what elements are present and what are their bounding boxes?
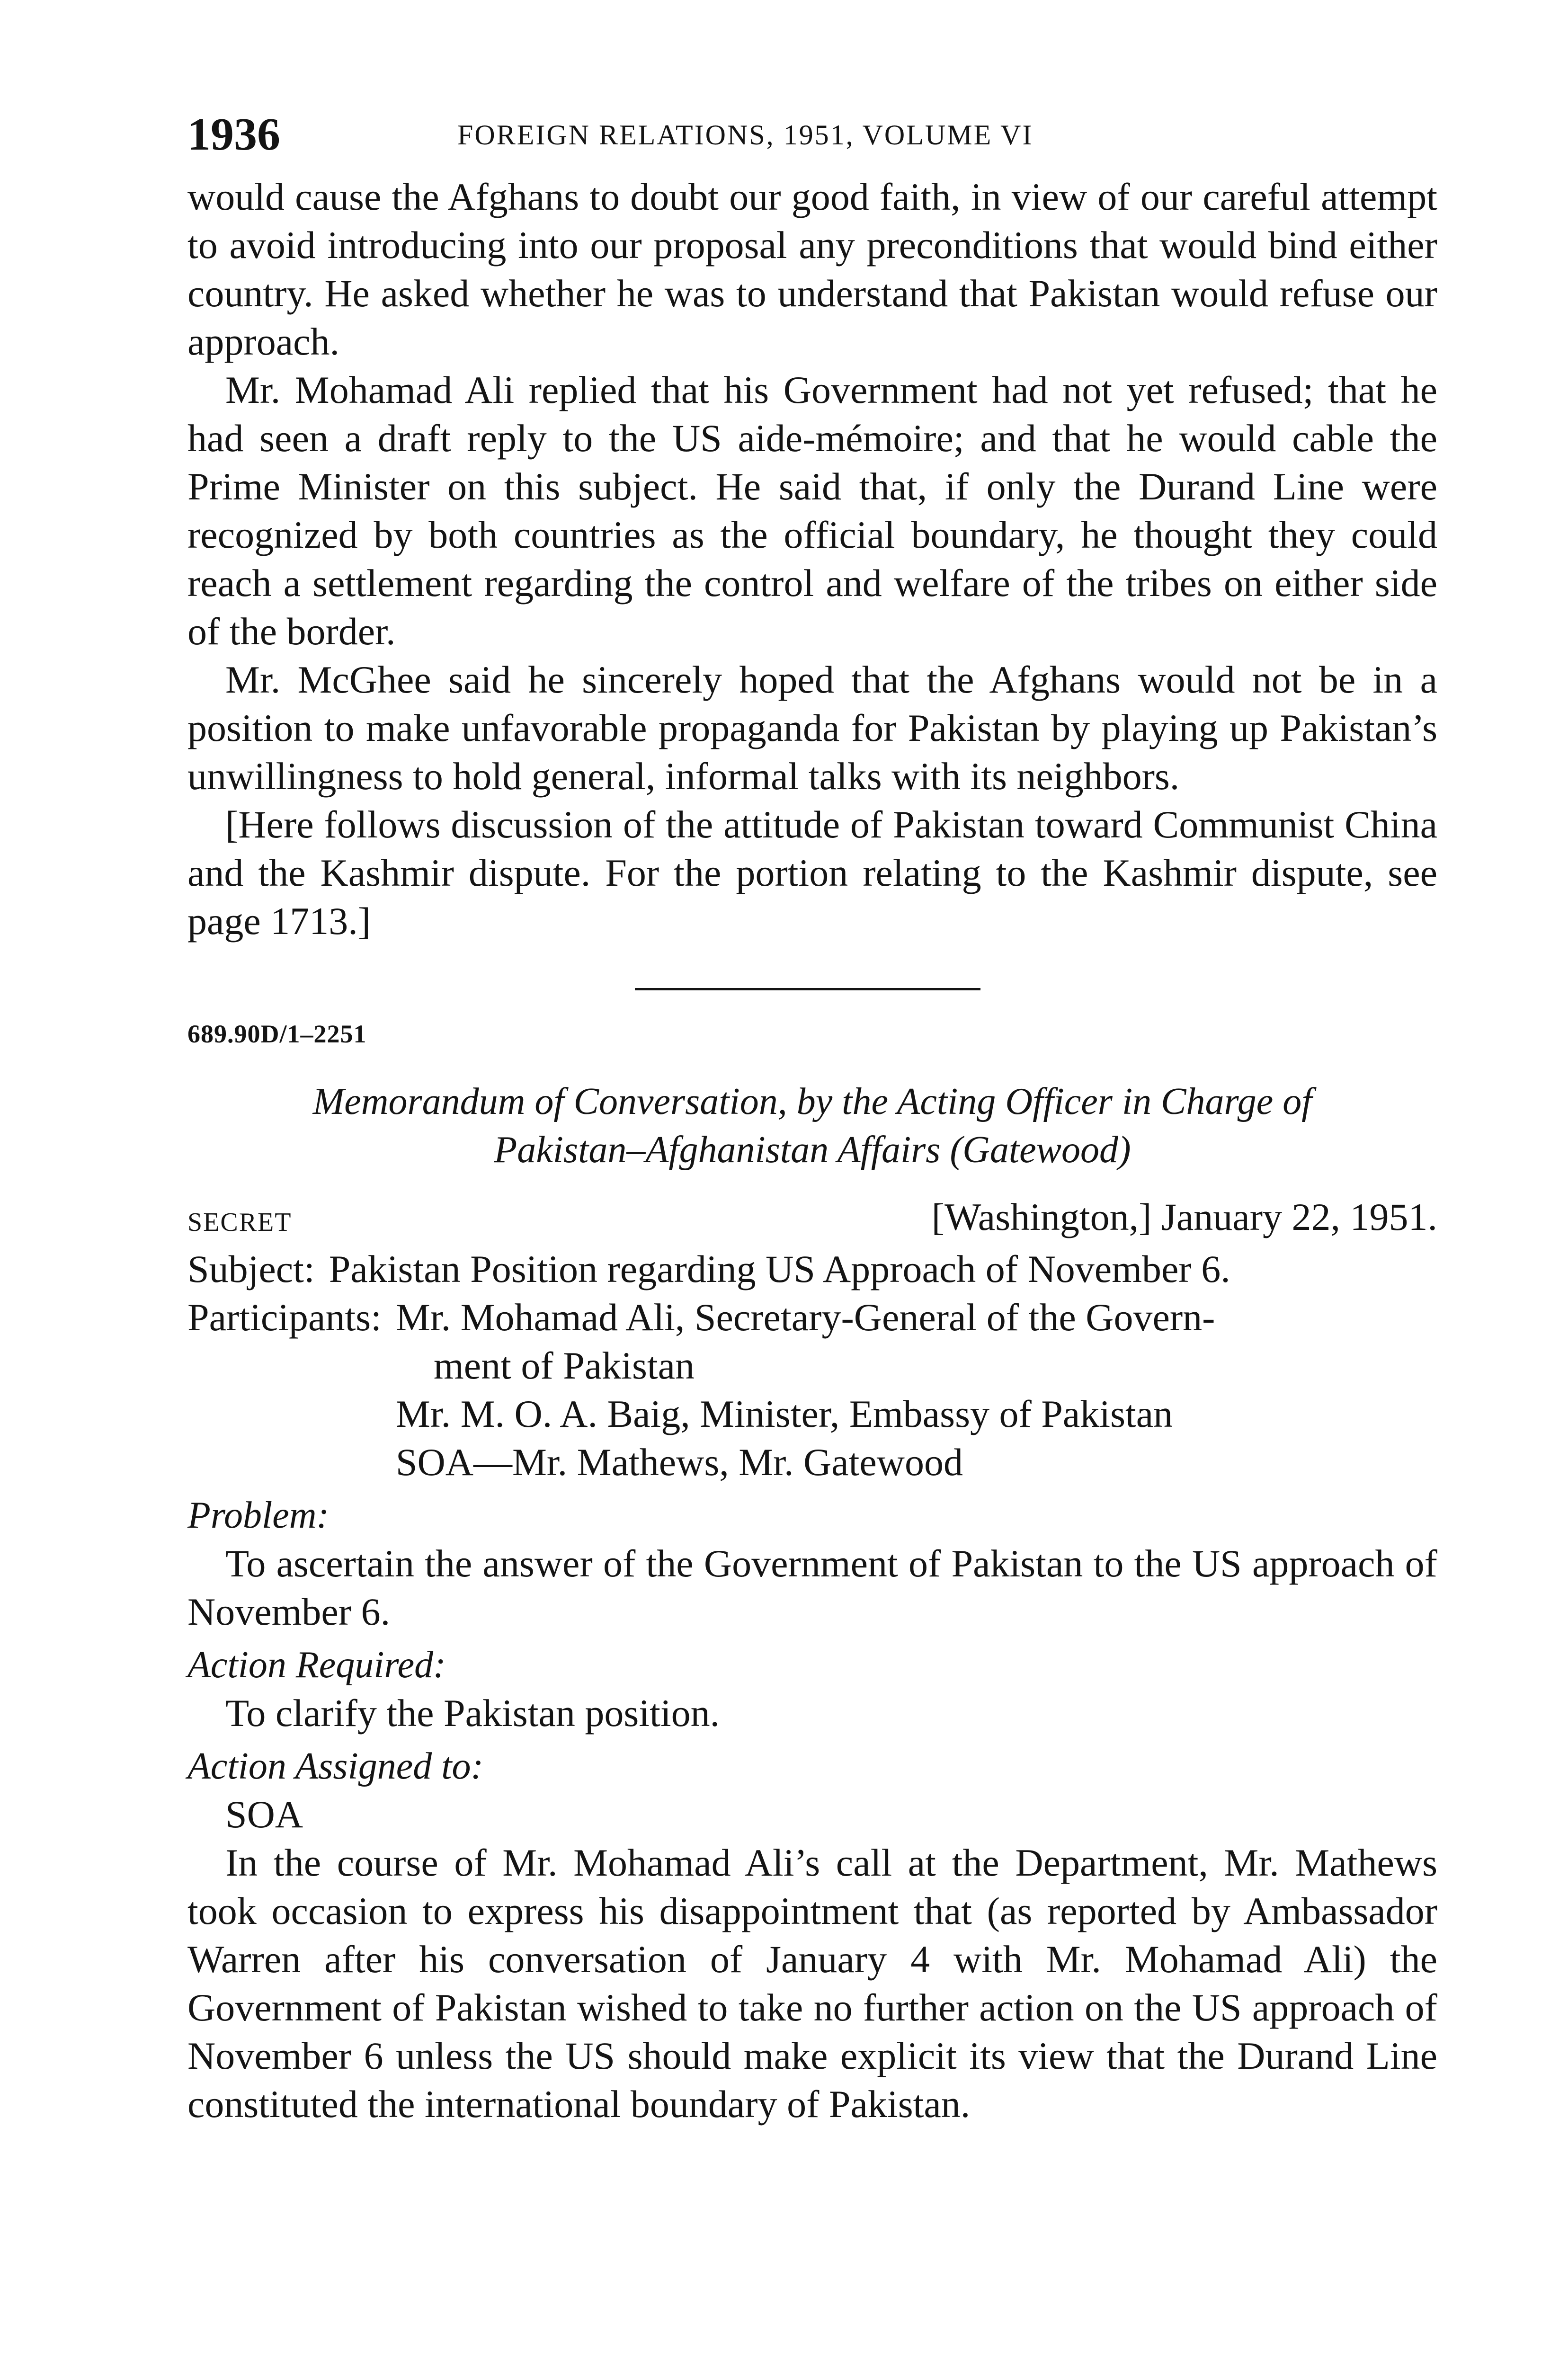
paragraph-mohamad-ali-reply: Mr. Mohamad Ali replied that his Government had not yet refused; that he had seen a draft reply to the US aide-mémoire; and that he would cable the Prime Minister on this subject. He said that, if only the Durand Line were recognized by both countries as the official boundary, he thought they could reach a settlement regarding the control and welfare of the tribes on either side of the border.: [187, 368, 1437, 653]
paragraph-mcghee: Mr. McGhee said he sincerely hoped that the Afghans would not be in a position to make unfavorable propaganda for Pakistan by playing up Pakistan’s unwillingness to hold general, informal talks with its neighbors.: [187, 658, 1437, 798]
running-head: FOREIGN RELATIONS, 1951, VOLUME VI: [457, 119, 1033, 151]
body-paragraph: In the course of Mr. Mohamad Ali’s call at the Department, Mr. Mathews took occasion to express his disappointment that (as reported by Ambassador Warren after his conversation of January 4 with Mr. Mohamad Ali) the Government of Pakistan wished to take no further action on the US approach of November 6 unless the US should make explicit its view that the Durand Line constituted the international boundary of Pakistan.: [187, 1841, 1437, 2126]
document-page: [187, 111, 1437, 2128]
subject-text: Pakistan Position regarding US Approach of November 6.: [329, 1247, 1230, 1290]
document-title: [187, 1077, 1437, 1174]
action-assigned-text: SOA: [225, 1793, 303, 1836]
paragraph-continuation: would cause the Afghans to doubt our good faith, in view of our careful attempt to avoid introducing into our proposal any preconditions that would bind either country. He asked whether he was to understand that Pakistan would refuse our approach.: [187, 175, 1437, 363]
participant-item: [396, 1390, 1437, 1438]
document-title-line-1: Memorandum of Conversation, by the Acting Officer in Charge of: [312, 1081, 1312, 1122]
date-line: [Washington,] January 22, 1951.: [931, 1195, 1437, 1238]
participant-name: Mr. Mohamad Ali, Secretary-General of the Govern-: [395, 1296, 1215, 1339]
subject-label: Subject:: [187, 1247, 315, 1290]
page-number: 1936: [187, 109, 280, 160]
participants-row: [187, 1293, 1437, 1486]
action-required-label: Action Required:: [187, 1644, 446, 1686]
section-divider: [635, 988, 980, 990]
participant-item: [396, 1293, 1437, 1390]
classification-row: [187, 1193, 1437, 1245]
participant-name: SOA—Mr. Mathews, Mr. Gatewood: [395, 1441, 963, 1484]
page-header: [187, 111, 1437, 173]
classification-label: SECRET: [187, 1208, 292, 1237]
subject-row: [187, 1245, 1437, 1293]
document-title-line-2: Pakistan–Afghanistan Affairs (Gatewood): [494, 1129, 1131, 1171]
problem-label: Problem:: [187, 1495, 330, 1536]
problem-text: To ascertain the answer of the Government of Pakistan to the US approach of November 6.: [187, 1542, 1437, 1633]
participant-name: Mr. M. O. A. Baig, Minister, Embassy of Pakistan: [395, 1392, 1173, 1435]
action-required-text: To clarify the Pakistan position.: [225, 1691, 720, 1735]
participant-continuation: ment of Pakistan: [433, 1344, 695, 1387]
participants-list: [396, 1293, 1437, 1486]
participants-label: Participants:: [187, 1296, 382, 1339]
action-assigned-label: Action Assigned to:: [187, 1745, 484, 1787]
paragraph-editorial-note: [Here follows discussion of the attitude of Pakistan toward Communist China and the Kashmir dispute. For the portion relating to the Kashmir dispute, see page 1713.]: [187, 803, 1437, 943]
participant-item: [396, 1438, 1437, 1486]
file-number: 689.90D/1–2251: [187, 1020, 367, 1048]
